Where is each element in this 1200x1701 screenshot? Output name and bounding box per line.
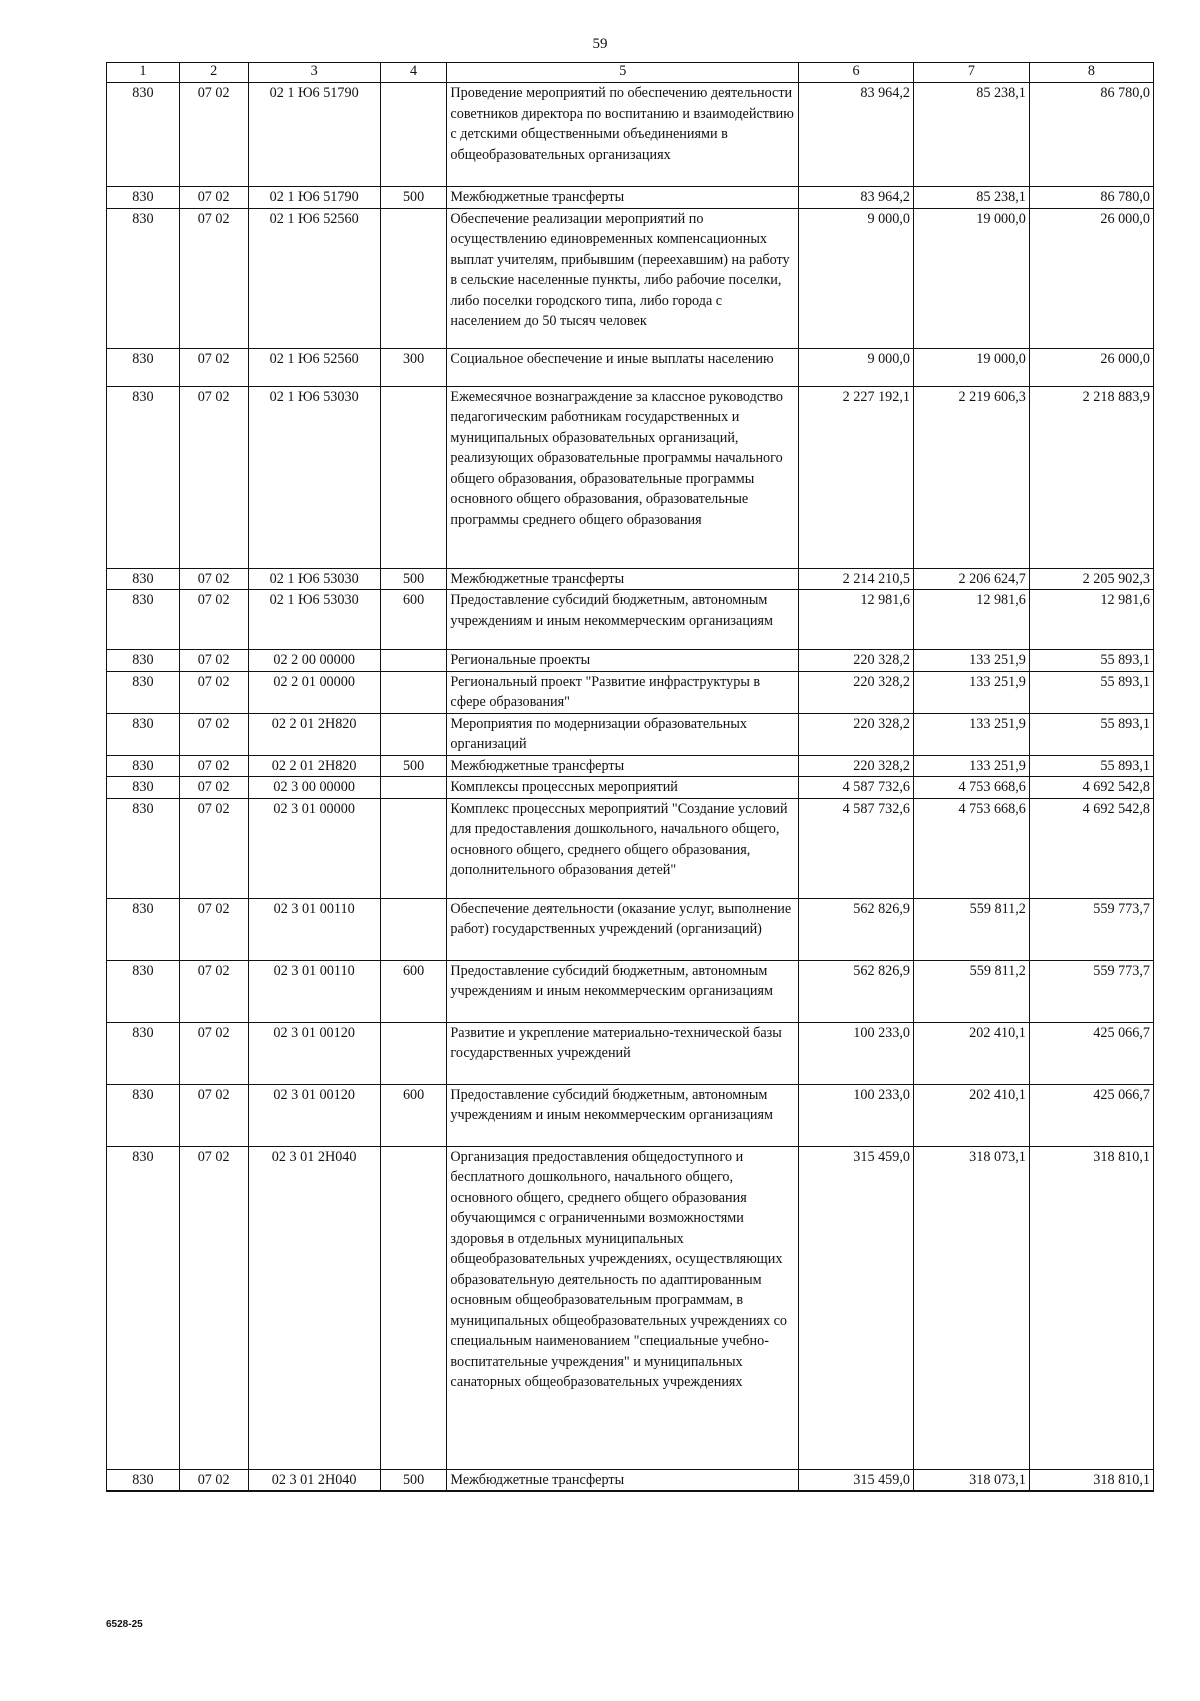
target-article-cell: 02 3 00 00000 <box>248 777 380 799</box>
amount-year2-cell: 559 811,2 <box>914 960 1030 1022</box>
amount-year3-cell: 86 780,0 <box>1029 187 1153 209</box>
page-number: 59 <box>592 36 608 52</box>
amount-year3-cell: 55 893,1 <box>1029 650 1153 672</box>
section-code-cell: 07 02 <box>179 650 248 672</box>
amount-year1-cell: 2 214 210,5 <box>799 568 914 590</box>
amount-year3-cell: 26 000,0 <box>1029 348 1153 386</box>
target-article-cell: 02 1 Ю6 53030 <box>248 590 380 650</box>
target-article-cell: 02 2 01 00000 <box>248 671 380 713</box>
amount-year1-cell: 220 328,2 <box>799 671 914 713</box>
amount-year2-cell: 85 238,1 <box>914 187 1030 209</box>
amount-year3-cell: 4 692 542,8 <box>1029 777 1153 799</box>
target-article-cell: 02 1 Ю6 53030 <box>248 568 380 590</box>
amount-year3-cell: 425 066,7 <box>1029 1084 1153 1146</box>
description-cell: Комплекс процессных мероприятий "Создание условий для предоставления дошкольного, начального общего, основного общего, среднего общего образования, дополнительного образования детей" <box>447 798 799 898</box>
amount-year2-cell: 202 410,1 <box>914 1022 1030 1084</box>
ministry-code-cell: 830 <box>107 568 180 590</box>
target-article-cell: 02 2 01 2Н820 <box>248 713 380 755</box>
table-row <box>107 590 1154 650</box>
target-article-cell: 02 1 Ю6 53030 <box>248 386 380 568</box>
amount-year3-cell: 26 000,0 <box>1029 208 1153 348</box>
section-code-cell: 07 02 <box>179 1022 248 1084</box>
expense-type-cell <box>380 671 447 713</box>
amount-year2-cell: 318 073,1 <box>914 1469 1030 1491</box>
target-article-cell: 02 1 Ю6 51790 <box>248 187 380 209</box>
description-cell: Обеспечение деятельности (оказание услуг, выполнение работ) государственных учреждений (организаций) <box>447 898 799 960</box>
amount-year2-cell: 4 753 668,6 <box>914 798 1030 898</box>
amount-year2-cell: 19 000,0 <box>914 348 1030 386</box>
expense-type-cell: 600 <box>380 960 447 1022</box>
expense-type-cell: 600 <box>380 1084 447 1146</box>
amount-year1-cell: 100 233,0 <box>799 1022 914 1084</box>
column-header: 4 <box>380 63 447 83</box>
amount-year2-cell: 85 238,1 <box>914 83 1030 187</box>
description-cell: Комплексы процессных мероприятий <box>447 777 799 799</box>
section-code-cell: 07 02 <box>179 1084 248 1146</box>
section-code-cell: 07 02 <box>179 777 248 799</box>
table-row <box>107 386 1154 568</box>
column-header: 7 <box>914 63 1030 83</box>
target-article-cell: 02 3 01 00110 <box>248 898 380 960</box>
amount-year2-cell: 19 000,0 <box>914 208 1030 348</box>
description-cell: Предоставление субсидий бюджетным, автономным учреждениям и иным некоммерческим организациям <box>447 960 799 1022</box>
amount-year3-cell: 86 780,0 <box>1029 83 1153 187</box>
ministry-code-cell: 830 <box>107 898 180 960</box>
amount-year1-cell: 100 233,0 <box>799 1084 914 1146</box>
description-cell: Проведение мероприятий по обеспечению деятельности советников директора по воспитанию и взаимодействию с детскими общественными объединениями в общеобразовательных организациях <box>447 83 799 187</box>
section-code-cell: 07 02 <box>179 713 248 755</box>
table-row <box>107 713 1154 755</box>
column-header: 3 <box>248 63 380 83</box>
table-row <box>107 1146 1154 1469</box>
target-article-cell: 02 2 00 00000 <box>248 650 380 672</box>
table-row <box>107 960 1154 1022</box>
amount-year1-cell: 9 000,0 <box>799 208 914 348</box>
expense-type-cell <box>380 386 447 568</box>
expense-type-cell: 600 <box>380 590 447 650</box>
ministry-code-cell: 830 <box>107 1022 180 1084</box>
amount-year3-cell: 559 773,7 <box>1029 898 1153 960</box>
table-row <box>107 83 1154 187</box>
description-cell: Ежемесячное вознаграждение за классное руководство педагогическим работникам государственных и муниципальных образовательных организаций, реализующих образовательные программы начального общего образования, образовательные программы основного общего образования, образовательные программы среднего общего образования <box>447 386 799 568</box>
expense-type-cell <box>380 898 447 960</box>
description-cell: Межбюджетные трансферты <box>447 1469 799 1491</box>
amount-year2-cell: 559 811,2 <box>914 898 1030 960</box>
target-article-cell: 02 3 01 00120 <box>248 1084 380 1146</box>
amount-year1-cell: 220 328,2 <box>799 713 914 755</box>
ministry-code-cell: 830 <box>107 777 180 799</box>
amount-year2-cell: 2 206 624,7 <box>914 568 1030 590</box>
section-code-cell: 07 02 <box>179 960 248 1022</box>
amount-year2-cell: 133 251,9 <box>914 671 1030 713</box>
table-row <box>107 208 1154 348</box>
table-row <box>107 348 1154 386</box>
amount-year3-cell: 4 692 542,8 <box>1029 798 1153 898</box>
amount-year1-cell: 220 328,2 <box>799 650 914 672</box>
description-cell: Организация предоставления общедоступного и бесплатного дошкольного, начального общего, основного общего, среднего общего образования обучающимся с ограниченными возможностями здоровья в отдельных муниципальных общеобразовательных учреждениях, осуществляющих образовательную деятельность по адаптированным основным общеобразовательным программам, в муниципальных общеобразовательных учреждениях со специальным наименованием "специальные учебно-воспитательные учреждения" и муниципальных санаторных общеобразовательных учреждениях <box>447 1146 799 1469</box>
table-row <box>107 777 1154 799</box>
amount-year1-cell: 4 587 732,6 <box>799 798 914 898</box>
description-cell: Развитие и укрепление материально-технической базы государственных учреждений <box>447 1022 799 1084</box>
section-code-cell: 07 02 <box>179 348 248 386</box>
ministry-code-cell: 830 <box>107 348 180 386</box>
ministry-code-cell: 830 <box>107 187 180 209</box>
table-body <box>107 83 1154 1492</box>
expense-type-cell <box>380 777 447 799</box>
target-article-cell: 02 1 Ю6 52560 <box>248 348 380 386</box>
table-row <box>107 1022 1154 1084</box>
section-code-cell: 07 02 <box>179 208 248 348</box>
amount-year1-cell: 315 459,0 <box>799 1469 914 1491</box>
ministry-code-cell: 830 <box>107 671 180 713</box>
expense-type-cell <box>380 798 447 898</box>
amount-year2-cell: 4 753 668,6 <box>914 777 1030 799</box>
amount-year1-cell: 83 964,2 <box>799 83 914 187</box>
expense-type-cell <box>380 208 447 348</box>
column-header: 6 <box>799 63 914 83</box>
expense-type-cell <box>380 1022 447 1084</box>
table-row <box>107 568 1154 590</box>
ministry-code-cell: 830 <box>107 713 180 755</box>
ministry-code-cell: 830 <box>107 1469 180 1491</box>
target-article-cell: 02 1 Ю6 52560 <box>248 208 380 348</box>
amount-year2-cell: 12 981,6 <box>914 590 1030 650</box>
table-row <box>107 798 1154 898</box>
section-code-cell: 07 02 <box>179 755 248 777</box>
target-article-cell: 02 3 01 2Н040 <box>248 1469 380 1491</box>
table-row <box>107 1084 1154 1146</box>
ministry-code-cell: 830 <box>107 960 180 1022</box>
description-cell: Межбюджетные трансферты <box>447 187 799 209</box>
table-row <box>107 898 1154 960</box>
amount-year1-cell: 9 000,0 <box>799 348 914 386</box>
column-header: 5 <box>447 63 799 83</box>
expense-type-cell: 500 <box>380 755 447 777</box>
target-article-cell: 02 3 01 00000 <box>248 798 380 898</box>
section-code-cell: 07 02 <box>179 590 248 650</box>
document-code: 6528-25 <box>106 1619 143 1630</box>
amount-year1-cell: 562 826,9 <box>799 960 914 1022</box>
amount-year3-cell: 559 773,7 <box>1029 960 1153 1022</box>
section-code-cell: 07 02 <box>179 1469 248 1491</box>
ministry-code-cell: 830 <box>107 83 180 187</box>
description-cell: Предоставление субсидий бюджетным, автономным учреждениям и иным некоммерческим организациям <box>447 1084 799 1146</box>
amount-year3-cell: 55 893,1 <box>1029 713 1153 755</box>
amount-year1-cell: 562 826,9 <box>799 898 914 960</box>
ministry-code-cell: 830 <box>107 755 180 777</box>
amount-year2-cell: 133 251,9 <box>914 713 1030 755</box>
amount-year3-cell: 2 218 883,9 <box>1029 386 1153 568</box>
description-cell: Региональные проекты <box>447 650 799 672</box>
target-article-cell: 02 3 01 00110 <box>248 960 380 1022</box>
expense-type-cell <box>380 713 447 755</box>
amount-year3-cell: 2 205 902,3 <box>1029 568 1153 590</box>
amount-year3-cell: 318 810,1 <box>1029 1146 1153 1469</box>
description-cell: Региональный проект "Развитие инфраструктуры в сфере образования" <box>447 671 799 713</box>
amount-year2-cell: 2 219 606,3 <box>914 386 1030 568</box>
table-row <box>107 671 1154 713</box>
ministry-code-cell: 830 <box>107 1146 180 1469</box>
section-code-cell: 07 02 <box>179 798 248 898</box>
table-row <box>107 755 1154 777</box>
amount-year2-cell: 133 251,9 <box>914 755 1030 777</box>
ministry-code-cell: 830 <box>107 650 180 672</box>
description-cell: Межбюджетные трансферты <box>447 755 799 777</box>
column-header: 1 <box>107 63 180 83</box>
description-cell: Социальное обеспечение и иные выплаты населению <box>447 348 799 386</box>
ministry-code-cell: 830 <box>107 208 180 348</box>
description-cell: Обеспечение реализации мероприятий по осуществлению единовременных компенсационных выплат учителям, прибывшим (переехавшим) на работу в сельские населенные пункты, либо рабочие поселки, либо поселки городского типа, либо города с населением до 50 тысяч человек <box>447 208 799 348</box>
ministry-code-cell: 830 <box>107 798 180 898</box>
amount-year1-cell: 2 227 192,1 <box>799 386 914 568</box>
description-cell: Предоставление субсидий бюджетным, автономным учреждениям и иным некоммерческим организациям <box>447 590 799 650</box>
description-cell: Межбюджетные трансферты <box>447 568 799 590</box>
amount-year2-cell: 318 073,1 <box>914 1146 1030 1469</box>
amount-year2-cell: 202 410,1 <box>914 1084 1030 1146</box>
amount-year1-cell: 83 964,2 <box>799 187 914 209</box>
section-code-cell: 07 02 <box>179 1146 248 1469</box>
amount-year3-cell: 55 893,1 <box>1029 671 1153 713</box>
target-article-cell: 02 1 Ю6 51790 <box>248 83 380 187</box>
ministry-code-cell: 830 <box>107 386 180 568</box>
section-code-cell: 07 02 <box>179 386 248 568</box>
amount-year3-cell: 55 893,1 <box>1029 755 1153 777</box>
amount-year1-cell: 315 459,0 <box>799 1146 914 1469</box>
section-code-cell: 07 02 <box>179 898 248 960</box>
section-code-cell: 07 02 <box>179 568 248 590</box>
amount-year1-cell: 220 328,2 <box>799 755 914 777</box>
section-code-cell: 07 02 <box>179 83 248 187</box>
section-code-cell: 07 02 <box>179 671 248 713</box>
amount-year3-cell: 12 981,6 <box>1029 590 1153 650</box>
budget-table <box>106 62 1154 1492</box>
table-row <box>107 187 1154 209</box>
amount-year3-cell: 425 066,7 <box>1029 1022 1153 1084</box>
expense-type-cell <box>380 1146 447 1469</box>
column-header: 2 <box>179 63 248 83</box>
table-row <box>107 1469 1154 1491</box>
header-row <box>107 63 1154 83</box>
amount-year1-cell: 12 981,6 <box>799 590 914 650</box>
target-article-cell: 02 3 01 2Н040 <box>248 1146 380 1469</box>
ministry-code-cell: 830 <box>107 590 180 650</box>
section-code-cell: 07 02 <box>179 187 248 209</box>
amount-year1-cell: 4 587 732,6 <box>799 777 914 799</box>
expense-type-cell: 500 <box>380 187 447 209</box>
target-article-cell: 02 2 01 2Н820 <box>248 755 380 777</box>
expense-type-cell: 500 <box>380 1469 447 1491</box>
ministry-code-cell: 830 <box>107 1084 180 1146</box>
expense-type-cell <box>380 83 447 187</box>
expense-type-cell: 500 <box>380 568 447 590</box>
expense-type-cell <box>380 650 447 672</box>
description-cell: Мероприятия по модернизации образовательных организаций <box>447 713 799 755</box>
amount-year2-cell: 133 251,9 <box>914 650 1030 672</box>
column-header: 8 <box>1029 63 1153 83</box>
amount-year3-cell: 318 810,1 <box>1029 1469 1153 1491</box>
table-row <box>107 650 1154 672</box>
target-article-cell: 02 3 01 00120 <box>248 1022 380 1084</box>
expense-type-cell: 300 <box>380 348 447 386</box>
